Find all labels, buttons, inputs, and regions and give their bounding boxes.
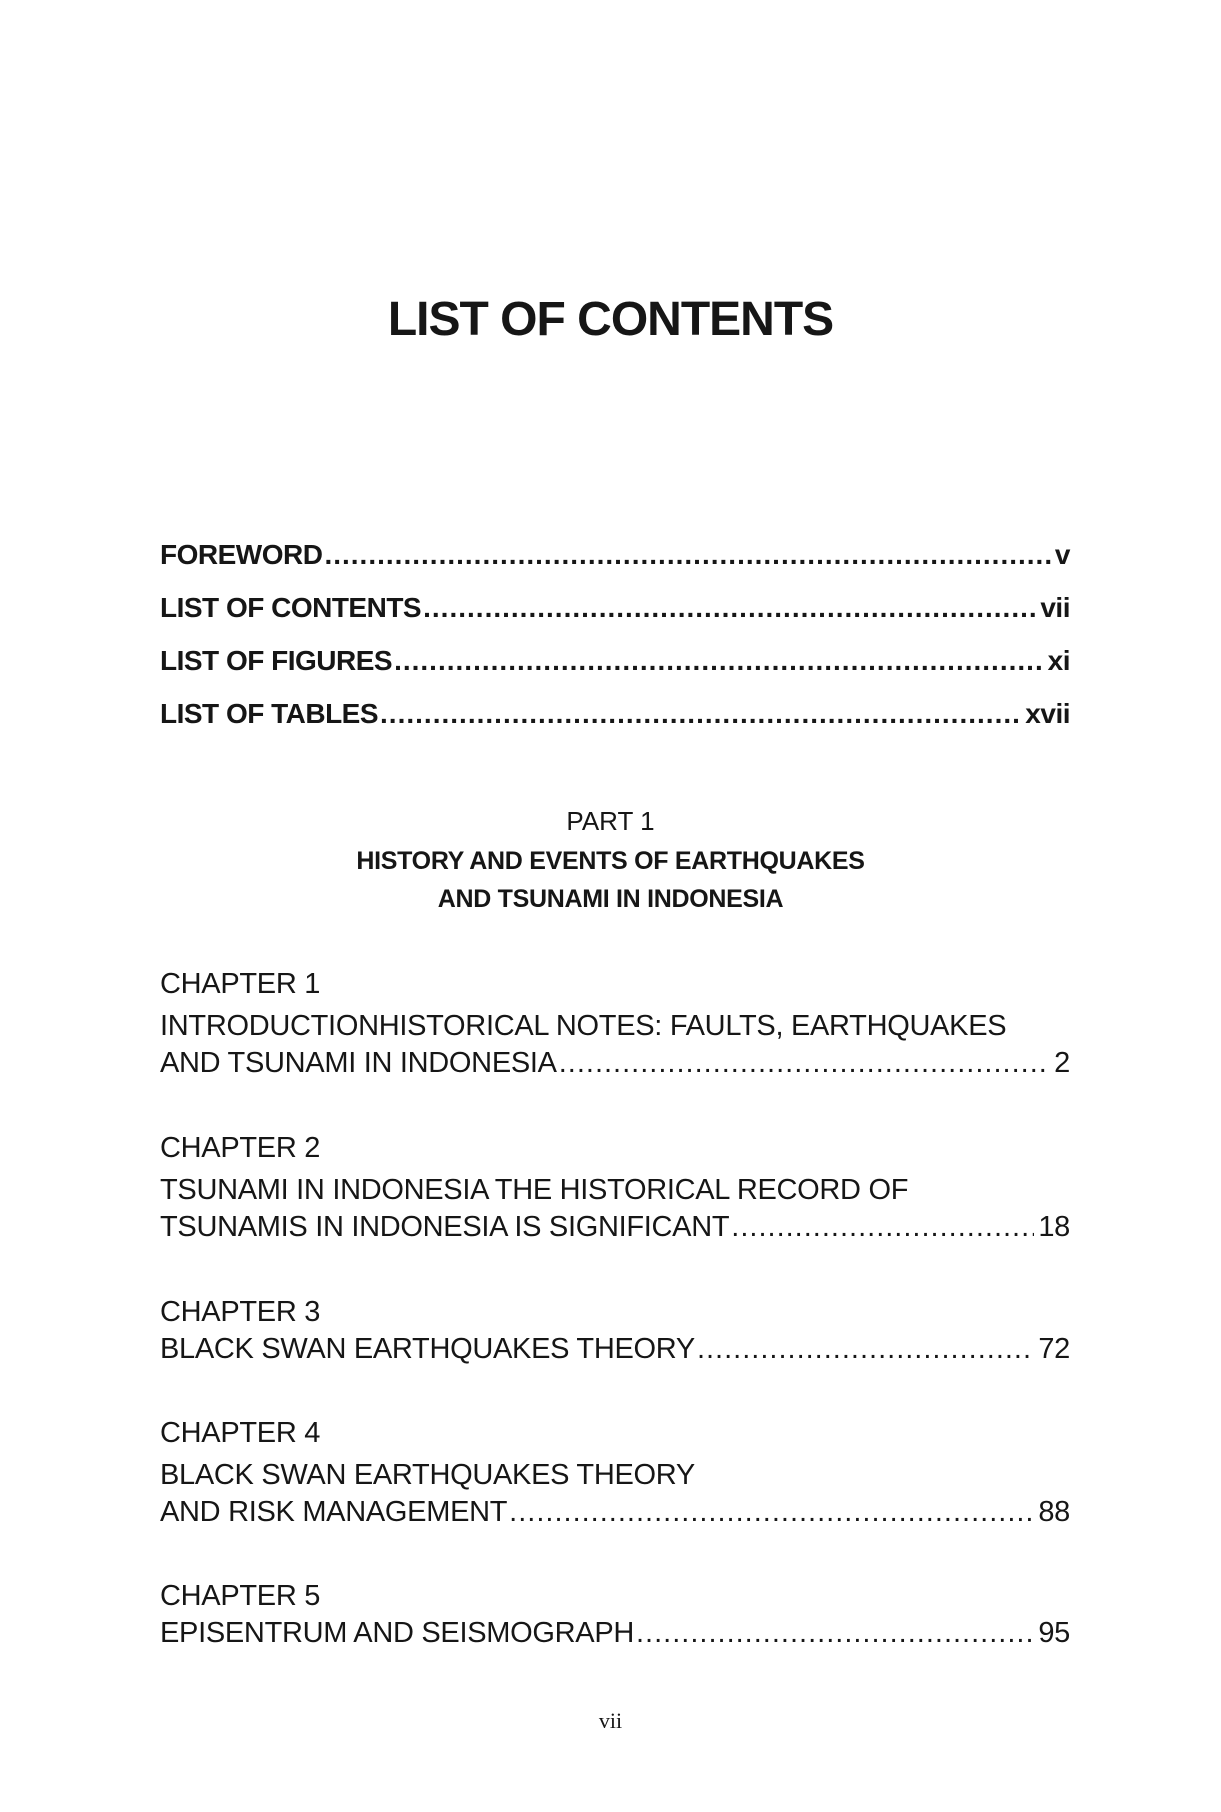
dot-leader [324,528,1050,581]
chapter-title-row [160,1617,1070,1650]
chapter-page: 88 [1038,1496,1070,1528]
front-matter-list [160,528,1070,740]
chapter-title-line: TSUNAMI IN INDONESIA THE HISTORICAL RECORD OF [160,1174,909,1206]
dot-leader [731,1211,1034,1244]
chapter-page: 2 [1054,1047,1070,1079]
chapter-title-line: INTRODUCTIONHISTORICAL NOTES: FAULTS, EARTHQUAKES [160,1010,1007,1042]
chapter-page: 95 [1038,1617,1070,1649]
chapter-title-line: TSUNAMIS IN INDONESIA IS SIGNIFICANT [160,1211,730,1243]
toc-entry-foreword[interactable] [160,528,1070,581]
chapter-title-line: AND TSUNAMI IN INDONESIA [160,1047,557,1079]
part-title-line-1: HISTORY AND EVENTS OF EARTHQUAKES [356,847,865,875]
dot-leader [380,687,1021,740]
page-number-folio: vii [598,1708,623,1733]
chapter-title-line: EPISENTRUM AND SEISMOGRAPH [160,1617,634,1649]
chapter-title-line: BLACK SWAN EARTHQUAKES THEORY [160,1333,695,1365]
chapter-4-entry[interactable] [160,1412,1070,1529]
chapter-page: 72 [1038,1333,1070,1365]
toc-entry-label: LIST OF TABLES [160,698,379,729]
page-title: LIST OF CONTENTS [387,293,834,346]
chapter-label: CHAPTER 3 [160,1296,321,1328]
chapter-3-entry[interactable] [160,1291,1070,1366]
chapter-title-row [160,1496,1070,1529]
part-label: PART 1 [566,806,655,836]
toc-entry-list-of-tables[interactable] [160,687,1070,740]
toc-entry-page: xi [1047,645,1070,676]
dot-leader [697,1333,1034,1366]
chapter-title-row [160,1047,1070,1080]
chapter-title-line: AND RISK MANAGEMENT [160,1496,508,1528]
toc-entry-page: v [1054,539,1070,570]
dot-leader [636,1617,1034,1650]
toc-entry-list-of-figures[interactable] [160,634,1070,687]
chapter-5-entry[interactable] [160,1575,1070,1650]
dot-leader [423,581,1036,634]
dot-leader [509,1496,1034,1529]
chapter-label: CHAPTER 2 [160,1132,321,1164]
chapter-title-row [160,1333,1070,1366]
toc-entry-page: xvii [1025,698,1070,729]
toc-entry-list-of-contents[interactable] [160,581,1070,634]
toc-entry-label: LIST OF CONTENTS [160,592,422,623]
toc-entry-page: vii [1040,592,1070,623]
toc-entry-label: LIST OF FIGURES [160,645,393,676]
dot-leader [559,1047,1050,1080]
chapter-page: 18 [1038,1211,1070,1243]
dot-leader [394,634,1044,687]
part-title-line-2: AND TSUNAMI IN INDONESIA [437,885,784,913]
chapter-2-entry[interactable] [160,1127,1070,1244]
chapter-label: CHAPTER 4 [160,1417,321,1449]
chapter-title-line: BLACK SWAN EARTHQUAKES THEORY [160,1459,695,1491]
chapter-label: CHAPTER 1 [160,968,321,1000]
toc-entry-label: FOREWORD [160,539,323,570]
chapter-1-entry[interactable] [160,963,1070,1080]
chapter-label: CHAPTER 5 [160,1580,321,1612]
chapter-title-row [160,1211,1070,1244]
